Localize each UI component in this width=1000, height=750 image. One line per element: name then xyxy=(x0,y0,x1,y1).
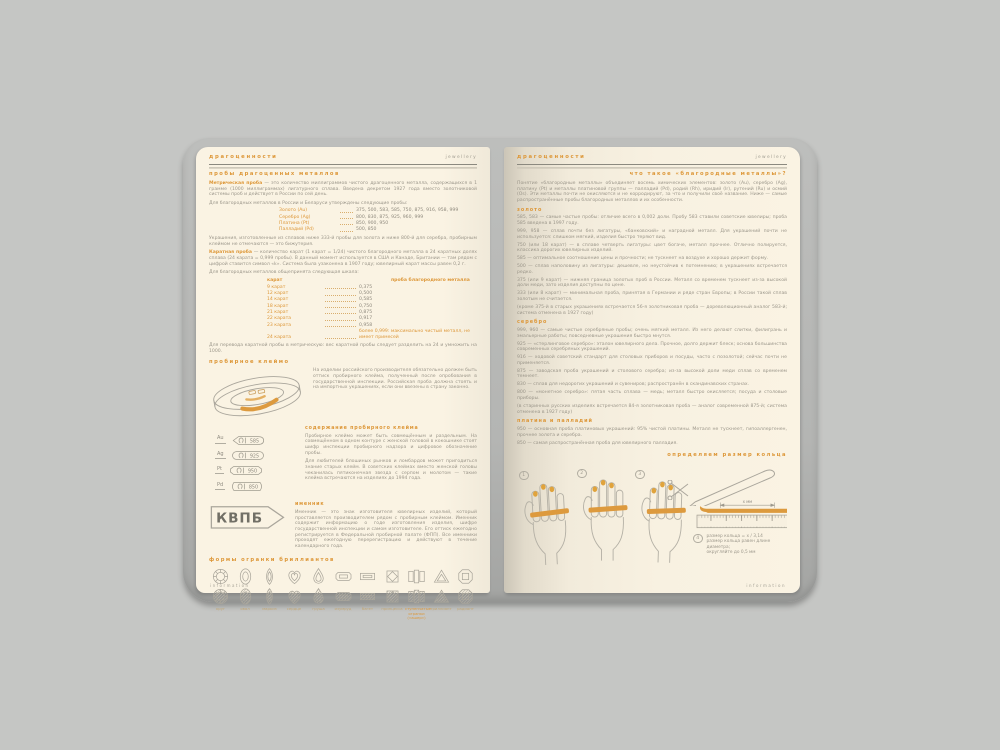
carat-row xyxy=(267,297,479,303)
platinum-entry: 950 — основная проба платиновых украшений: 95% чистой платины. Металл не тускнеет, гипоаллергенен, прочнее золота и серебра. xyxy=(517,426,787,438)
carat-value: более 0,999: максимально чистый металл, не имеет примесей xyxy=(359,328,470,340)
kokoshnik-head-glyph xyxy=(238,484,242,489)
kokoshnik-head-glyph xyxy=(237,468,241,473)
silver-entries xyxy=(517,328,787,415)
gold-entry: 750 (или 18 карат) — в сплаве четверть лигатуры: цвет богаче, металл прочнее. Отлично полируется, классика дорогих ювелирных изделий. xyxy=(517,242,787,254)
diamond-cut-top-icon xyxy=(334,567,353,586)
diamond-cut-label: сердце xyxy=(286,606,302,612)
dotted-leader xyxy=(325,295,356,296)
diamond-cut-column xyxy=(454,567,477,620)
carat-row xyxy=(267,316,479,322)
assay-row xyxy=(279,221,474,227)
hallmark-stamp-icon xyxy=(229,465,263,476)
diamond-cut-top-icon xyxy=(407,567,426,586)
gold-entry: 585 — оптимальное соотношение цены и прочности; не тускнеет на воздухе и хорошо держит форму. xyxy=(517,256,769,262)
carat-label: 14 карат xyxy=(267,297,289,303)
carat-table-header xyxy=(267,278,479,284)
silver-entry: 875 — заводская проба украшений и столового серебра; из-за высокой доли меди сплав со временем темнеет. xyxy=(517,368,787,380)
diamond-cut-column xyxy=(307,567,330,620)
silver-entry: 925 — «стерлинговое серебро»: эталон ювелирного дела. Прочное, долго держит блеск; основа большинства современных серебряных украшений. xyxy=(517,341,787,353)
strip-length-label: х мм xyxy=(742,498,753,504)
step-4-formula xyxy=(693,534,787,556)
diamond-cut-label: багет xyxy=(361,606,374,612)
carat-value: 0,750 xyxy=(359,303,373,309)
section-title-hallmark: пробирное клеймо xyxy=(209,358,290,365)
carat-label: 23 карата xyxy=(267,322,292,328)
bijouterie-note: Украшения, изготовленные из сплавов ниже 333-й пробы для золота и ниже 800-й для серебра, пробирным клеймом не отмечаются — это бижутерия. xyxy=(209,235,477,247)
carat-assay-paragraph xyxy=(209,250,477,267)
page-subtitle: jewellery xyxy=(755,155,787,160)
right-page xyxy=(504,147,800,593)
header-rule xyxy=(209,164,477,167)
dotted-leader xyxy=(325,288,356,289)
hand-illustration-1 xyxy=(522,475,579,566)
dotted-leader xyxy=(340,212,353,213)
maker-mark-stamp xyxy=(209,498,287,533)
carat-assay-lead: Каратная проба xyxy=(209,250,252,256)
diamond-cut-top-icon xyxy=(432,567,451,586)
diamond-cut-top-icon xyxy=(383,567,402,586)
gold-entry: (кроме 375-й в старых украшениях встречается 56-я золотниковая проба — дореволюционный аналог 583-й; система отменена в 1927 году) xyxy=(517,304,787,316)
ring-illustration xyxy=(209,368,305,422)
silver-entry: 916 — ходовой советский стандарт для столовых приборов и посуды, часто с позолотой; сейчас почти не применяется. xyxy=(517,355,787,366)
hallmark-paragraph: На изделии российского производителя обязательно должен быть оттиск пробирного клейма, полученный после опробования в государственной инспекции. Российская проба должна стоять и на импортных украшениях, если они ввезены в страну законно. xyxy=(313,368,477,391)
kokoshnik-head-glyph xyxy=(239,453,243,458)
carat-value: 0,875 xyxy=(359,309,373,315)
carat-label: 9 карат xyxy=(267,284,286,290)
diamond-cut-facet-icon xyxy=(407,587,426,606)
section-title-noble-metals: что такое «благородные металлы»? xyxy=(629,171,787,178)
diamond-cuts-row xyxy=(209,567,477,620)
header-rule xyxy=(517,164,787,167)
hand-illustration-2 xyxy=(582,472,634,564)
diamond-cut-top-icon xyxy=(358,567,377,586)
diamond-cut-label: круг xyxy=(216,606,225,612)
diamond-cut-top-icon xyxy=(260,567,279,586)
section-title-assays: пробы драгоценных металлов xyxy=(209,171,340,178)
formula-line-2: размер кольца равен длине диаметра; xyxy=(706,539,771,550)
ruler-strip-diagram xyxy=(689,498,787,534)
gold-entry: 999, 958 — сплав почти без лигатуры, «банковский» и наградной металл. Для украшений почти не используется: слишком мягкий, изделия быстро теряют вид. xyxy=(517,229,787,240)
metal-stamp-row xyxy=(215,481,297,492)
carat-row xyxy=(267,285,479,291)
diamond-cut-column xyxy=(283,567,306,620)
carat-value: 0,500 xyxy=(359,291,373,297)
maker-mark-subtitle: именник xyxy=(295,502,325,508)
diamond-cut-label: радиант xyxy=(457,606,474,612)
step-circle-3: 3 xyxy=(635,470,645,480)
step-circle-4: 4 xyxy=(693,534,703,544)
metric-assay-paragraph xyxy=(209,181,477,198)
gold-entry: 500 — сплав наполовину из лигатуры: дешевле, но неустойчив к потемнению; в украшениях встречается редко. xyxy=(517,264,787,275)
noble-metals-intro: Понятие «благородные металлы» объединяет восемь химических элементов: золото (Au), серебро (Ag), платину (Pt) и металлы платиновой группы — палладий (Pd), родий (Rh), иридий (Ir), рутений (Ru) и осмий (Os). Эти металлы почти не окисляются и не корродируют, за что и получили своё название. Ниже — самые распространённые пробы благородных металлов и их особенности. xyxy=(517,180,787,204)
left-page xyxy=(196,147,490,621)
carat-value: 0,585 xyxy=(359,297,373,303)
stamp-fineness-number: 850 xyxy=(249,485,259,491)
stamp-fineness-number: 925 xyxy=(249,454,259,460)
metal-symbol-label: Au xyxy=(215,436,226,443)
silver-entry: 800 — «монетное серебро»: пятая часть сплава — медь; металл быстро окисляется; посуда и столовые приборы. xyxy=(517,390,787,401)
carat-label: 21 карат xyxy=(267,309,289,315)
left-page-header xyxy=(209,155,477,161)
diamond-cut-facet-icon xyxy=(334,587,353,606)
stamp-outline xyxy=(233,436,263,444)
assay-values: 500, 850 xyxy=(356,227,377,233)
carat-label: 12 карат xyxy=(267,291,289,297)
diamond-cut-column xyxy=(209,567,232,620)
assay-row xyxy=(279,208,474,214)
assay-metal-label: Серебро (Ag) xyxy=(279,214,311,220)
assay-metal-label: Палладий (Pd) xyxy=(279,227,314,233)
formula-line-3: округляйте до 0,5 мм xyxy=(706,550,756,556)
carat-value: 0,917 xyxy=(359,316,373,322)
dotted-leader xyxy=(325,338,356,339)
platinum-entries xyxy=(517,427,787,446)
diamond-cut-label: овал xyxy=(240,606,250,612)
carat-value: 0,958 xyxy=(359,322,373,328)
kokoshnik-head-glyph xyxy=(239,438,243,443)
assay-metal-label: Золото (Au) xyxy=(279,208,308,214)
diamond-cut-label: ступенчатые огранки («ашер») xyxy=(405,606,431,621)
diamond-cut-label: принцесса xyxy=(381,606,403,612)
planner-spread xyxy=(183,138,817,621)
diamond-cut-facet-icon xyxy=(432,587,451,606)
diamond-cut-facet-icon xyxy=(358,587,377,606)
paper-strip xyxy=(700,505,787,513)
assay-row xyxy=(279,227,474,233)
gold-subheading: золото xyxy=(517,206,543,213)
proba-col-header: проба благородного металла xyxy=(391,278,470,284)
dotted-leader xyxy=(325,320,356,321)
metal-stamps-column xyxy=(209,434,297,497)
assay-values: 800, 830, 875, 925, 960, 999 xyxy=(356,214,424,220)
right-page-header xyxy=(517,155,787,161)
metal-symbol-label: Pd xyxy=(215,483,225,490)
metal-stamp-row xyxy=(215,450,297,461)
assay-metal-label: Платина (Pt) xyxy=(279,220,310,226)
dotted-leader xyxy=(340,231,353,232)
diamond-cut-facet-icon xyxy=(456,587,475,606)
hallmark-content-paragraph-2: Для любителей блошиных рынков и ломбардов может пригодиться знание старых клейм. В советских клеймах вместо женской головы чеканилась пятиконечная звезда с серпом и молотом — такие клейма встречаются на изделиях до 1994 года. xyxy=(305,459,477,482)
diamond-cut-column xyxy=(356,567,379,620)
diamond-cut-facet-icon xyxy=(211,587,230,606)
step-circle-2: 2 xyxy=(577,469,587,479)
diamond-cut-facet-icon xyxy=(309,587,328,606)
section-title-cuts: формы огранки бриллиантов xyxy=(209,556,335,563)
diamond-cut-label: маркиз xyxy=(262,606,277,612)
step-circle-1: 1 xyxy=(519,471,529,481)
gold-entry: 585, 583 — самые частые пробы: отличие всего в 0,002 доли. Пробу 583 ставили советские ювелиры; проба 585 введена в 1997 году. xyxy=(517,215,787,227)
metal-stamp-row xyxy=(215,435,297,446)
dotted-leader xyxy=(325,307,356,308)
stamp-fineness-number: 585 xyxy=(249,439,259,445)
silver-subheading: серебро xyxy=(517,319,548,326)
diamond-cut-column xyxy=(234,567,257,620)
metric-assay-lead: Метрическая проба xyxy=(209,180,263,186)
ring-size-diagram xyxy=(517,464,787,566)
stamp-fineness-number: 950 xyxy=(247,469,258,475)
carat-label: 22 карата xyxy=(267,316,292,322)
diamond-cut-top-icon xyxy=(285,567,304,586)
carat-table-rows xyxy=(267,285,479,340)
hallmark-content-paragraph-1: Пробирное клеймо может быть совмещённым и раздельным. На совмещённом в одном контуре с женской головой в кокошнике стоят шифр инспекции пробирного надзора и цифровое обозначение пробы. xyxy=(305,433,477,456)
diamond-cut-column xyxy=(430,567,453,620)
carat-value: 0,375 xyxy=(359,284,373,290)
hallmark-stamp-icon xyxy=(231,450,265,461)
diamond-cut-top-icon xyxy=(456,567,475,586)
platinum-entry: 850 — самая распространённая проба для ювелирного палладия. xyxy=(517,440,678,446)
carat-row xyxy=(267,310,479,316)
page-title: драгоценности xyxy=(209,154,278,160)
dotted-leader xyxy=(325,313,356,314)
maker-mark-paragraph: Именник — это знак изготовителя ювелирных изделий, который проставляется производителем рядом с пробирным клеймом. Именник содержит информацию о годе изготовления изделия, шифре государственной инспекции и самом изготовителе. Его оттиск ежегодно регистрируется в Федеральной пробирной палате (ФПП). Все именники проходят ежегодную перерегистрацию и действуют в течение календарного года. xyxy=(295,509,477,550)
gold-entry: 333 (или 8 карат) — минимальная проба, принятая в Германии и ряде стран Европы; в России такой сплав золотым не считается. xyxy=(517,291,787,302)
assay-row xyxy=(279,215,474,221)
dotted-leader xyxy=(325,326,356,327)
dotted-leader xyxy=(340,218,353,219)
carat-scale-line: Для благородных металлов общепринята следующая шкала: xyxy=(209,270,359,276)
metal-symbol-label: Ag xyxy=(215,452,226,459)
dotted-leader xyxy=(340,224,353,225)
hallmark-content-subtitle: содержание пробирного клейма xyxy=(305,425,419,431)
carat-label: 24 карата xyxy=(267,334,292,340)
metric-assay-text: — это количество миллиграммов чистого драгоценного металла, содержащихся в 1 грамме (1000 миллиграммах) лигатурного сплава. Введена декретом 1927 года вместо золотниковой системы проб и действует в России по сей день. xyxy=(209,180,477,198)
diamond-cut-facet-icon xyxy=(285,587,304,606)
diamond-cut-top-icon xyxy=(309,567,328,586)
carat-assay-text: — количество карат (1 карат = 1/24) чистого благородного металла в 24 каратных долях сплава (24 карата = 0,999 пробы). В данный момент используется в США и Канаде, Британии — там рядом с цифрой ставится символ «k». Система была узаконена в 1907 году; ювелирный карат массы равен 0,2 г. xyxy=(209,250,477,267)
silver-entry: 999, 960 — самые чистые серебряные пробы; очень мягкий металл. Из него делают слитки, филигрань и эмальерные работы; повседневные украшения быстро мнутся. xyxy=(517,327,787,339)
diamond-cut-facet-icon xyxy=(236,587,255,606)
metal-stamp-row xyxy=(215,465,297,476)
assay-values: 850, 900, 950 xyxy=(356,220,389,226)
page-title: драгоценности xyxy=(517,154,586,160)
russia-assays-line: Для благородных металлов в России и Беларуси утверждены следующие пробы: xyxy=(209,201,408,207)
carat-row xyxy=(267,304,479,310)
assay-values: 375, 500, 583, 585, 750, 875, 916, 958, 999 xyxy=(356,208,459,214)
hallmark-stamp-icon xyxy=(230,481,264,492)
carat-row xyxy=(267,329,479,340)
page-subtitle: jewellery xyxy=(445,155,477,160)
maker-mark-letters: КВПБ xyxy=(216,510,264,527)
right-footer: information xyxy=(746,583,786,589)
carat-row xyxy=(267,323,479,329)
platinum-subheading: платина и палладий xyxy=(517,418,593,425)
carat-col-header: карат xyxy=(267,278,283,284)
formula-line-1: размер кольца = х / 3,14 xyxy=(706,533,763,539)
diamond-cut-label: груша xyxy=(312,606,325,612)
gold-entries xyxy=(517,215,787,316)
carat-row xyxy=(267,291,479,297)
diamond-cut-column xyxy=(332,567,355,620)
diamond-cut-column xyxy=(258,567,281,620)
silver-entry: (в старинных русских изделиях встречается 84-я золотниковая проба — аналог современной 875-й; система отменена в 1927 году) xyxy=(517,403,787,415)
carat-table xyxy=(267,278,479,340)
carat-label: 18 карат xyxy=(267,303,289,309)
metal-symbol-label: Pt xyxy=(215,467,224,474)
hallmark-stamp-icon xyxy=(231,435,265,446)
diamond-cut-column xyxy=(381,567,404,620)
diamond-cut-label: триллиант xyxy=(430,606,452,612)
dotted-leader xyxy=(325,301,356,302)
ruler xyxy=(697,515,787,528)
diamond-cut-label: изумруд xyxy=(334,606,352,612)
diamond-cut-facet-icon xyxy=(260,587,279,606)
assay-values-table xyxy=(279,208,474,233)
silver-entry: 830 — сплав для недорогих украшений и сувениров; распространён в скандинавских странах. xyxy=(517,382,750,388)
gold-entry: 375 (или 9 карат) — нижняя граница золотых проб в России. Металл со временем тускнеет из-за высокой доли меди, зато изделия доступны по цене. xyxy=(517,277,787,289)
carat-convert-note: Для перевода каратной пробы в метрическую: вес каратной пробы следует разделить на 24 и умножить на 1000. xyxy=(209,343,477,354)
diamond-cut-column xyxy=(405,567,431,621)
diamond-cut-facet-icon xyxy=(383,587,402,606)
left-footer: information xyxy=(210,583,250,589)
section-title-ring-size: определяем размер кольца xyxy=(667,452,787,459)
